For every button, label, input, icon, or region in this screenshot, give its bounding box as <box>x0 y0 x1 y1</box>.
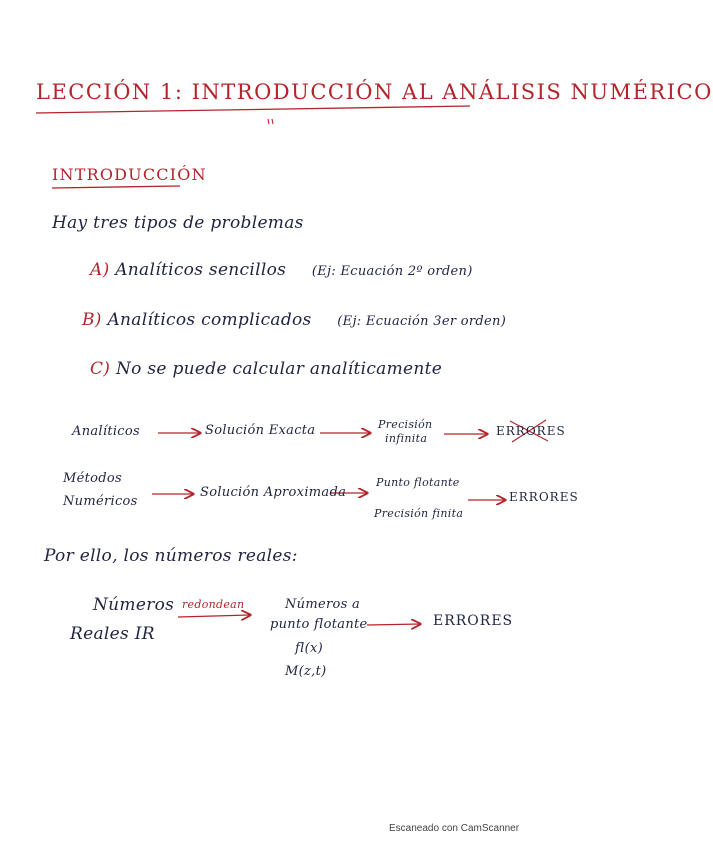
reals-result: ERRORES <box>433 613 514 629</box>
arrow-flotante-to-errores <box>367 624 420 625</box>
marker-c: C) <box>90 359 111 379</box>
flow2-result: ERRORES <box>509 490 579 504</box>
flow1-solution: Solución Exacta <box>205 423 316 438</box>
reals-target-line2: punto flotante <box>270 617 368 632</box>
reals-arrow-label: redondean <box>182 598 245 611</box>
problem-text-b: Analíticos complicados <box>107 310 312 330</box>
problem-type-b <box>82 310 506 330</box>
title-double-tick <box>268 119 273 124</box>
intro-line: Hay tres tipos de problemas <box>52 213 304 233</box>
problem-text-c: No se puede calcular analíticamente <box>115 359 443 379</box>
marker-b: B) <box>82 310 102 330</box>
problem-example-a: (Ej: Ecuación 2º orden) <box>311 264 473 279</box>
reals-notation-m: M(z,t) <box>285 664 327 679</box>
scanner-watermark: Escaneado con CamScanner <box>389 823 520 834</box>
title-underline <box>36 106 470 113</box>
problem-text-a: Analíticos sencillos <box>115 260 287 280</box>
flow1-precision-line1: Precisión <box>378 418 433 431</box>
reals-intro: Por ello, los números reales: <box>44 546 298 566</box>
flow1-source: Analíticos <box>72 424 140 439</box>
problem-type-c <box>90 359 442 379</box>
problem-type-a <box>90 260 473 280</box>
reals-source-line2: Reales IR <box>70 624 155 644</box>
flow2-detail-line2: Precisión finita <box>374 507 464 520</box>
flow2-source-line1: Métodos <box>63 471 122 486</box>
reals-source-line1: Números <box>93 595 175 615</box>
flow1-result: ERRORES <box>496 424 566 438</box>
page-title: LECCIÓN 1: INTRODUCCIÓN AL ANÁLISIS NUMÉRICO <box>36 80 713 104</box>
section-heading: INTRODUCCIÓN <box>52 165 207 184</box>
flow1-precision-line2: infinita <box>385 432 428 445</box>
marker-a: A) <box>90 260 110 280</box>
reals-target-line1: Números a <box>285 597 361 612</box>
arrow-reales-to-flotante <box>178 615 250 617</box>
flow2-solution: Solución Aproximada <box>200 485 347 500</box>
reals-notation-fl: fl(x) <box>295 641 323 656</box>
flow2-detail-line1: Punto flotante <box>376 476 460 489</box>
flow2-source-line2: Numéricos <box>63 494 138 509</box>
section-underline <box>52 186 180 188</box>
problem-example-b: (Ej: Ecuación 3er orden) <box>337 314 507 329</box>
